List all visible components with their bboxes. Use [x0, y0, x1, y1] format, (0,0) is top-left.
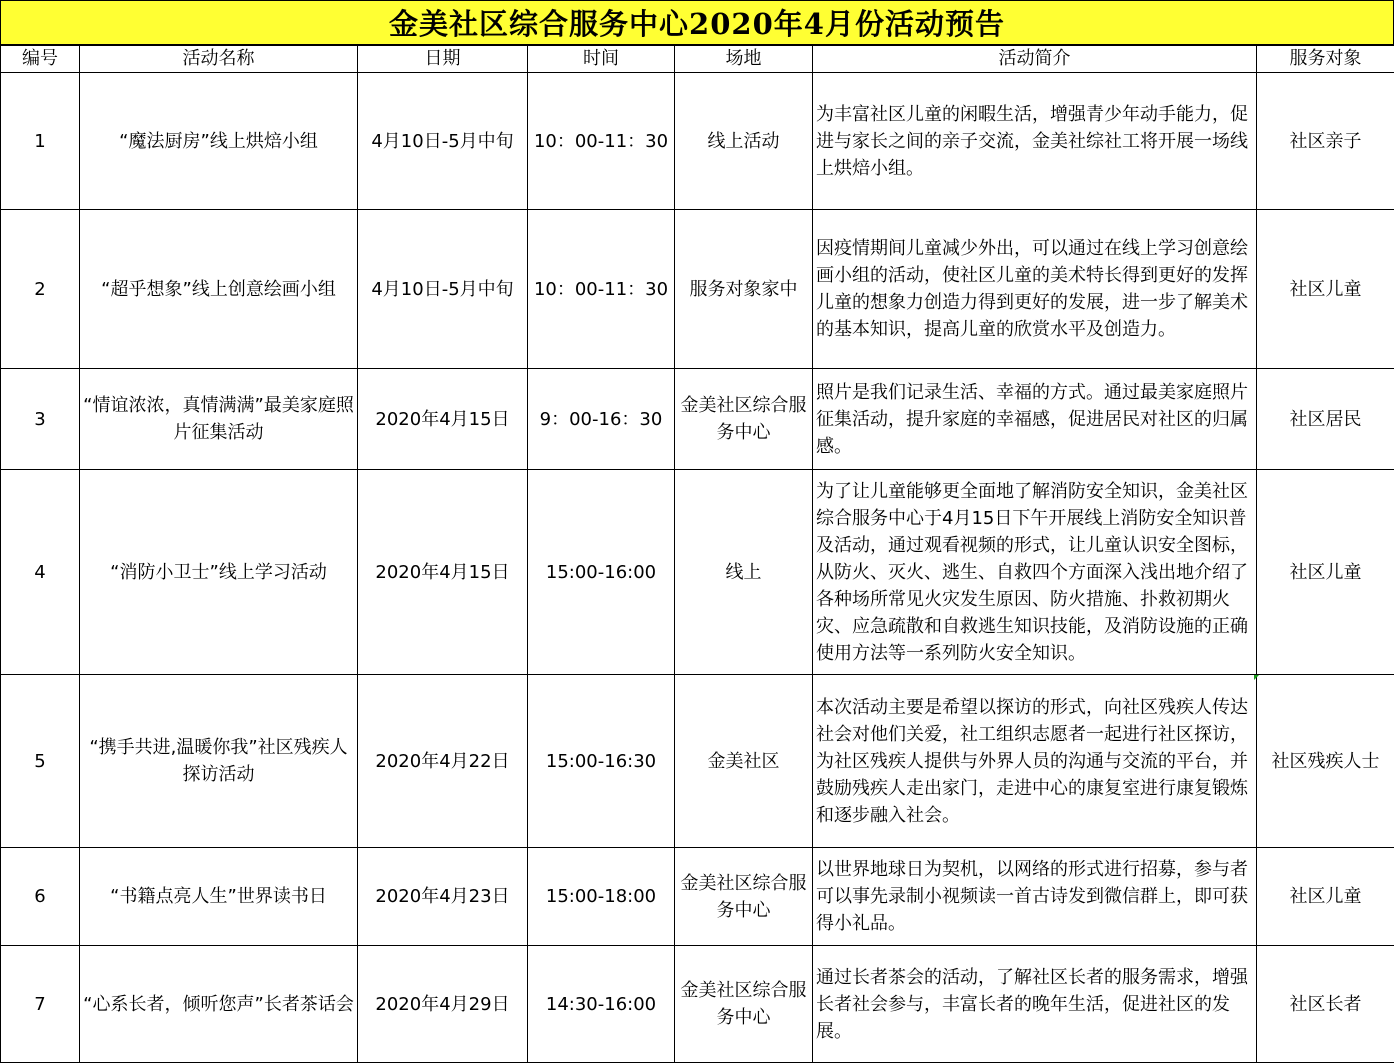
cell-no[interactable]: 5: [1, 675, 80, 848]
cell-no[interactable]: 7: [1, 946, 80, 1063]
table-row: [1, 946, 1394, 1063]
cell-time[interactable]: 15:00-16:00: [528, 470, 675, 675]
cell-intro[interactable]: 以世界地球日为契机，以网络的形式进行招募，参与者可以事先录制小视频读一首古诗发到微信群上，即可获得小礼品。: [813, 848, 1257, 946]
cell-date[interactable]: 2020年4月23日: [358, 848, 528, 946]
cell-date[interactable]: 2020年4月15日: [358, 369, 528, 470]
cell-venue[interactable]: 线上: [675, 470, 813, 675]
header-row: [1, 46, 1394, 73]
table-row: [1, 369, 1394, 470]
comment-indicator-icon: [1254, 675, 1259, 680]
cell-intro[interactable]: 本次活动主要是希望以探访的形式，向社区残疾人传达社会对他们关爱，社工组织志愿者一起进行社区探访，为社区残疾人提供与外界人员的沟通与交流的平台，并鼓励残疾人走出家门，走进中心的康复室进行康复锻炼和逐步融入社会。: [813, 675, 1257, 848]
cell-name[interactable]: “携手共进,温暖你我”社区残疾人探访活动: [80, 675, 358, 848]
table-row: [1, 470, 1394, 675]
header-name[interactable]: 活动名称: [80, 46, 358, 73]
header-time[interactable]: 时间: [528, 46, 675, 73]
cell-venue[interactable]: 金美社区综合服务中心: [675, 369, 813, 470]
cell-target[interactable]: 社区亲子: [1257, 73, 1394, 210]
cell-venue[interactable]: 金美社区: [675, 675, 813, 848]
cell-intro[interactable]: 为了让儿童能够更全面地了解消防安全知识，金美社区综合服务中心于4月15日下午开展线上消防安全知识普及活动，通过观看视频的形式，让儿童认识安全图标，从防火、灭火、逃生、自救四个方面深入浅出地介绍了各种场所常见火灾发生原因、防火措施、扑救初期火灾、应急疏散和自救逃生知识技能，及消防设施的正确使用方法等一系列防火安全知识。: [813, 470, 1257, 675]
cell-name[interactable]: “情谊浓浓，真情满满”最美家庭照片征集活动: [80, 369, 358, 470]
header-target[interactable]: 服务对象: [1257, 46, 1394, 73]
table-row: [1, 210, 1394, 369]
header-intro[interactable]: 活动简介: [813, 46, 1257, 73]
cell-date[interactable]: 4月10日-5月中旬: [358, 210, 528, 369]
table-row: [1, 675, 1394, 848]
cell-target[interactable]: 社区长者: [1257, 946, 1394, 1063]
cell-name[interactable]: “心系长者，倾听您声”长者茶话会: [80, 946, 358, 1063]
cell-time[interactable]: 10：00-11：30: [528, 210, 675, 369]
cell-time[interactable]: 15:00-18:00: [528, 848, 675, 946]
header-no[interactable]: 编号: [1, 46, 80, 73]
cell-no[interactable]: 6: [1, 848, 80, 946]
cell-intro[interactable]: 照片是我们记录生活、幸福的方式。通过最美家庭照片征集活动，提升家庭的幸福感，促进居民对社区的归属感。: [813, 369, 1257, 470]
cell-no[interactable]: 3: [1, 369, 80, 470]
cell-target[interactable]: 社区残疾人士: [1257, 675, 1394, 848]
cell-venue[interactable]: 服务对象家中: [675, 210, 813, 369]
sheet-title: 金美社区综合服务中心2020年4月份活动预告: [0, 0, 1394, 46]
header-date[interactable]: 日期: [358, 46, 528, 73]
cell-intro[interactable]: 因疫情期间儿童减少外出，可以通过在线上学习创意绘画小组的活动，使社区儿童的美术特长得到更好的发挥儿童的想象力创造力得到更好的发展，进一步了解美术的基本知识，提高儿童的欣赏水平及创造力。: [813, 210, 1257, 369]
cell-date[interactable]: 2020年4月22日: [358, 675, 528, 848]
cell-date[interactable]: 2020年4月15日: [358, 470, 528, 675]
table-row: [1, 73, 1394, 210]
cell-no[interactable]: 2: [1, 210, 80, 369]
cell-target[interactable]: 社区儿童: [1257, 848, 1394, 946]
cell-time[interactable]: 15:00-16:30: [528, 675, 675, 848]
table-row: [1, 848, 1394, 946]
cell-no[interactable]: 4: [1, 470, 80, 675]
cell-date[interactable]: 4月10日-5月中旬: [358, 73, 528, 210]
cell-date[interactable]: 2020年4月29日: [358, 946, 528, 1063]
cell-venue[interactable]: 金美社区综合服务中心: [675, 946, 813, 1063]
cell-time[interactable]: 14:30-16:00: [528, 946, 675, 1063]
activity-table: [0, 45, 1394, 1063]
cell-name[interactable]: “消防小卫士”线上学习活动: [80, 470, 358, 675]
cell-time[interactable]: 9：00-16：30: [528, 369, 675, 470]
cell-target[interactable]: 社区居民: [1257, 369, 1394, 470]
cell-target[interactable]: 社区儿童: [1257, 210, 1394, 369]
cell-venue[interactable]: 线上活动: [675, 73, 813, 210]
cell-intro[interactable]: 为丰富社区儿童的闲暇生活，增强青少年动手能力，促进与家长之间的亲子交流，金美社综社工将开展一场线上烘焙小组。: [813, 73, 1257, 210]
cell-name[interactable]: “魔法厨房”线上烘焙小组: [80, 73, 358, 210]
cell-venue[interactable]: 金美社区综合服务中心: [675, 848, 813, 946]
cell-no[interactable]: 1: [1, 73, 80, 210]
cell-time[interactable]: 10：00-11：30: [528, 73, 675, 210]
cell-intro[interactable]: 通过长者茶会的活动，了解社区长者的服务需求，增强长者社会参与，丰富长者的晚年生活，促进社区的发展。: [813, 946, 1257, 1063]
header-venue[interactable]: 场地: [675, 46, 813, 73]
cell-target[interactable]: 社区儿童: [1257, 470, 1394, 675]
cell-name[interactable]: “超乎想象”线上创意绘画小组: [80, 210, 358, 369]
cell-name[interactable]: “书籍点亮人生”世界读书日: [80, 848, 358, 946]
